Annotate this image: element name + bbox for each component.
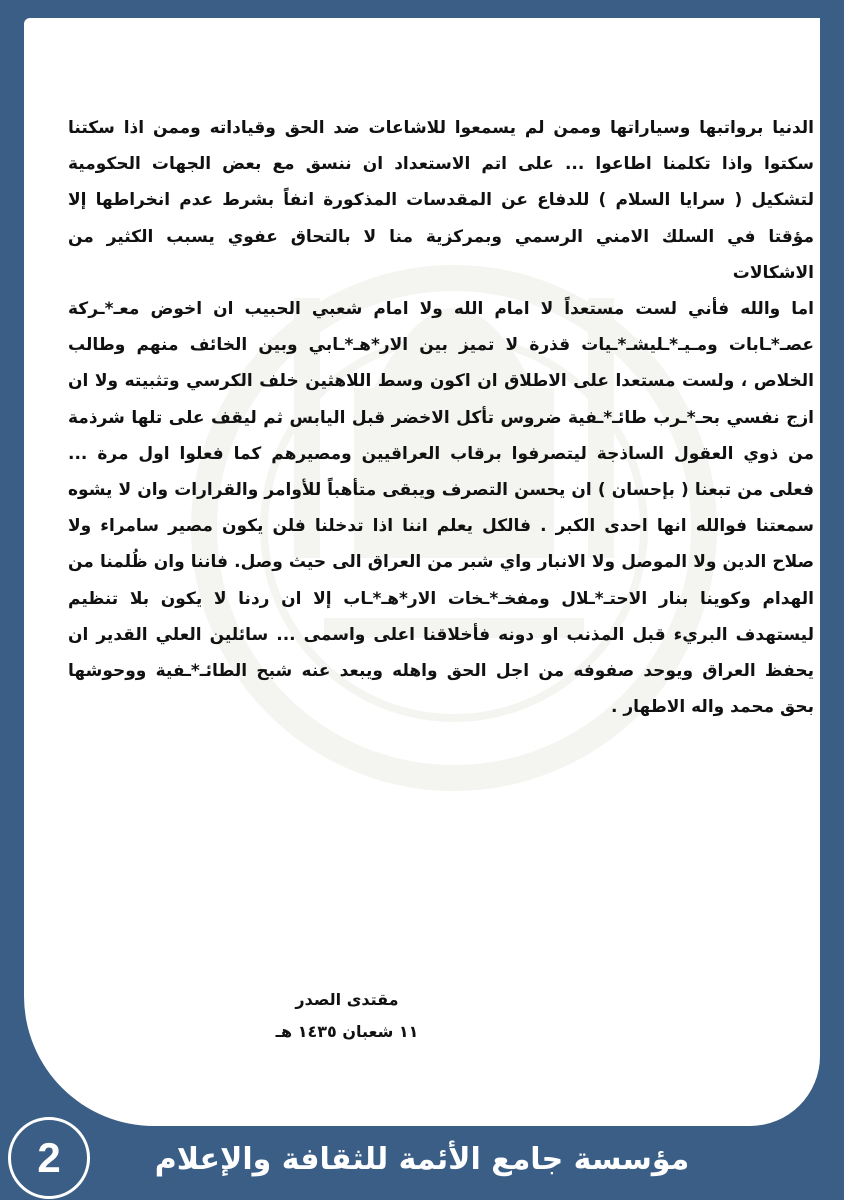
body-paragraph-2: اما والله فأني لست مستعداً لا امام الله ولا امام شعبي الحبيب ان اخوض معـ*ـركة عصـ*ـابات ومـيـ*ـليشـ*ـيات قذرة لا تميز بين الار*هـ*ـابي وبين الخائف منهم وطالب الخلاص ، ولست مستعدا على الاطلاق ان اكون وسط اللاهثين خلف الكرسي وتثبيته ولا ان ازج نفسي بحـ*ـرب طائـ*ـفية ضروس تأكل الاخضر قبل اليابس ثم ليقف على تلها شرذمة من ذوي العقول الساذجة ليتصرفوا برقاب العراقيين ومصيرهم كما فعلوا اول مرة ... فعلى من تبعنا ( بإحسان ) ان يحسن التصرف ويبقى متأهباً للأوامر والقرارات وان لا يشوه سمعتنا فوالله انها احدى الكبر . فالكل يعلم اننا اذا تدخلنا فلن يكون مصير سامراء ولا صلاح الدين ولا الموصل ولا الانبار واي شبر من العراق الى حيث وصل. فاننا وان ظُلمنا من الهدام وكوينا بنار الاحتـ*ـلال ومفخـ*ـخات الار*هـ*ـاب إلا ان ردنا لا يكون بلا تنظيم ليستهدف البريء قبل المذنب او دونه فأخلاقنا اعلى واسمى ... سائلين العلي القدير ان يحفظ العراق ويوحد صفوفه من اجل الحق واهله ويبعد عنه شبح الطائـ*ـفية ووحوشها بحق محمد واله الاطهار . [68, 299, 814, 718]
footer-organization-title: مؤسسة جامع الأئمة للثقافة والإعلام [154, 1142, 690, 1177]
letter-body [68, 110, 814, 725]
body-paragraph-1: الدنيا برواتبها وسياراتها وممن لم يسمعوا للاشاعات ضد الحق وقياداته وممن اذا سكتنا سكتوا واذا تكلمنا اطاعوا ... على اتم الاستعداد ان ننسق مع بعض الجهات الحكومية لتشكيل ( سرايا السلام ) للدفاع عن المقدسات المذكورة انفاً بشرط عدم انخراطها إلا مؤقتا في السلك الامني الرسمي وبمركزية منا لا بالتحاق عفوي يسبب الكثير من الاشكالات [68, 118, 814, 283]
signature-block [24, 984, 820, 1048]
document-page [24, 18, 820, 1126]
signature-name: مقتدى الصدر [295, 990, 399, 1009]
signature-date: ١١ شعبان ١٤٣٥ هـ [275, 1022, 419, 1041]
page-number-badge [8, 1117, 90, 1199]
page-number: 2 [37, 1134, 61, 1181]
